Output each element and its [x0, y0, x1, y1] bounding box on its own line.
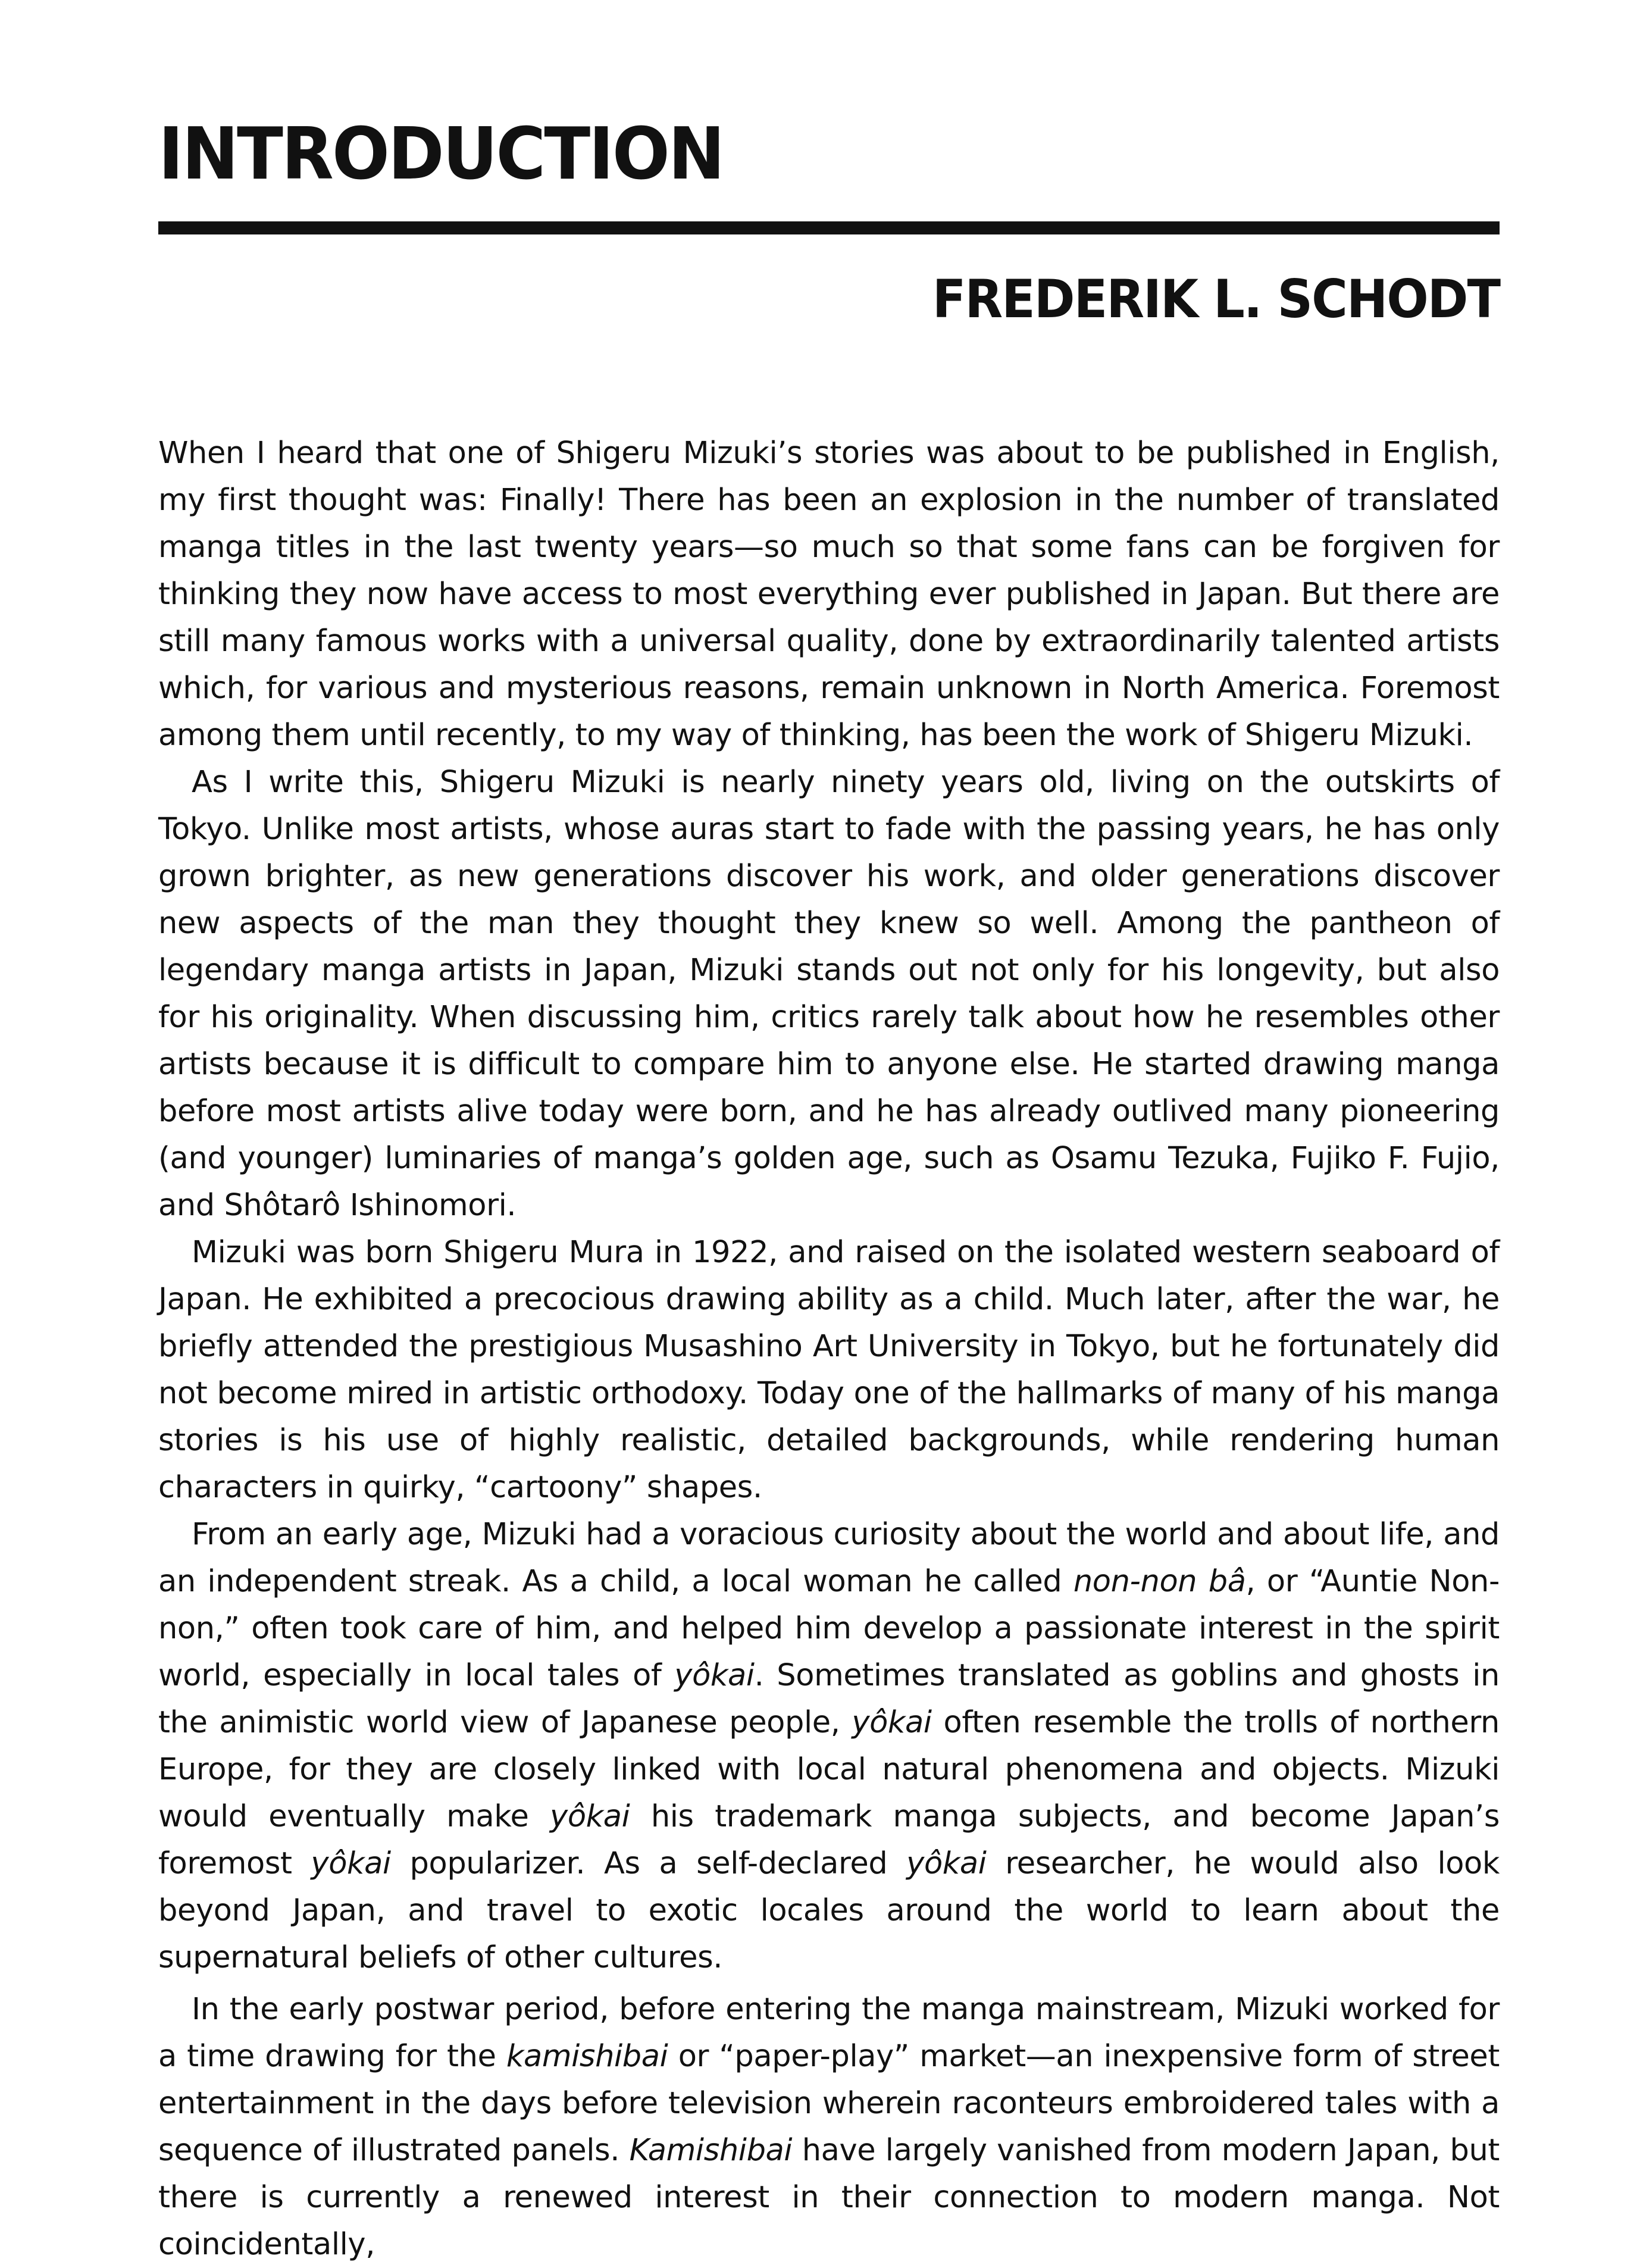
paragraph-text: or “paper-play” market—an inexpensive form of street entertainment in the days before television wherein raconteurs embroidered tales with a sequence of illustrated panels. [158, 2039, 1500, 2168]
body-text [158, 430, 1500, 2268]
paragraph-text: As I write this, Shigeru Mizuki is nearly ninety years old, living on the outskirts of Tokyo. Unlike most artists, whose auras start to fade with the passing years, he has only grown brighter, as new generations discover his work, and older generations discover new aspects of the man they thought they knew so well. Among the pantheon of legendary manga artists in Japan, Mizuki stands out not only for his longevity, but also for his originality. When discussing him, critics rarely talk about how he resembles other artists because it is difficult to compare him to anyone else. He started drawing manga before most artists alive today were born, and he has already outlived many pioneering (and younger) luminaries of manga’s golden age, such as Osamu Tezuka, Fujiko F. Fujio, and Shôtarô Ishinomori. [158, 765, 1500, 1223]
paragraph-text: . Sometimes translated as goblins and ghosts in the animistic world view of Japanese people, [158, 1658, 1500, 1740]
paragraph-1 [158, 430, 1500, 759]
paragraph-text: , or “Auntie Non-non,” often took care of him, and helped him develop a passionate interest in the spirit world, especially in local tales of [158, 1564, 1500, 1693]
italic-term: yôkai [550, 1799, 630, 1834]
italic-term: Kamishibai [629, 2133, 793, 2168]
chapter-title: INTRODUCTION [158, 113, 724, 196]
paragraph-text: his trademark manga subjects, and become Japan’s foremost [158, 1799, 1500, 1881]
italic-term: non-non bâ [1073, 1564, 1246, 1599]
paragraph-text: From an early age, Mizuki had a voracious curiosity about the world and about life, and an independent streak. As a child, a local woman he called [158, 1517, 1500, 1599]
paragraph-text: have largely vanished from modern Japan, but there is currently a renewed interest in their connection to modern manga. Not coincidentally, [158, 2133, 1500, 2262]
italic-term: yôkai [311, 1846, 391, 1881]
paragraph-text: When I heard that one of Shigeru Mizuki’s stories was about to be published in English, my first thought was: Finally! There has been an explosion in the number of translated manga titles in the last twenty years—so much so that some fans can be forgiven for thinking they now have access to most everything ever published in Japan. But there are still many famous works with a universal quality, done by extraordinarily talented artists which, for various and mysterious reasons, remain unknown in North America. Foremost among them until recently, to my way of thinking, has been the work of Shigeru Mizuki. [158, 436, 1500, 753]
title-divider [158, 221, 1500, 234]
italic-term: yôkai [674, 1658, 755, 1693]
paragraph-text: In the early postwar period, before entering the manga mainstream, Mizuki worked for a time drawing for the [158, 1992, 1500, 2074]
paragraph-text: Mizuki was born Shigeru Mura in 1922, and raised on the isolated western seaboard of Japan. He exhibited a precocious drawing ability as a child. Much later, after the war, he briefly attended the prestigious Musashino Art University in Tokyo, but he fortunately did not become mired in artistic orthodoxy. Today one of the hallmarks of many of his manga stories is his use of highly realistic, detailed backgrounds, while rendering human characters in quirky, “cartoony” shapes. [158, 1235, 1500, 1505]
italic-term: kamishibai [506, 2039, 668, 2074]
paragraph-text: popularizer. As a self-declared [390, 1846, 907, 1881]
paragraph-text: often resemble the trolls of northern Europe, for they are closely linked with local natural phenomena and objects. Mizuki would eventually make [158, 1705, 1500, 1834]
italic-term: yôkai [906, 1846, 987, 1881]
paragraph-5 [158, 1986, 1500, 2268]
paragraph-2 [158, 759, 1500, 1229]
paragraph-4 [158, 1511, 1500, 1981]
paragraph-text: researcher, he would also look beyond Japan, and travel to exotic locales around the world to learn about the supernatural beliefs of other cultures. [158, 1846, 1500, 1975]
author-name: FREDERIK L. SCHODT [932, 268, 1500, 330]
page [158, 0, 1500, 2262]
italic-term: yôkai [852, 1705, 932, 1740]
paragraph-3 [158, 1229, 1500, 1511]
